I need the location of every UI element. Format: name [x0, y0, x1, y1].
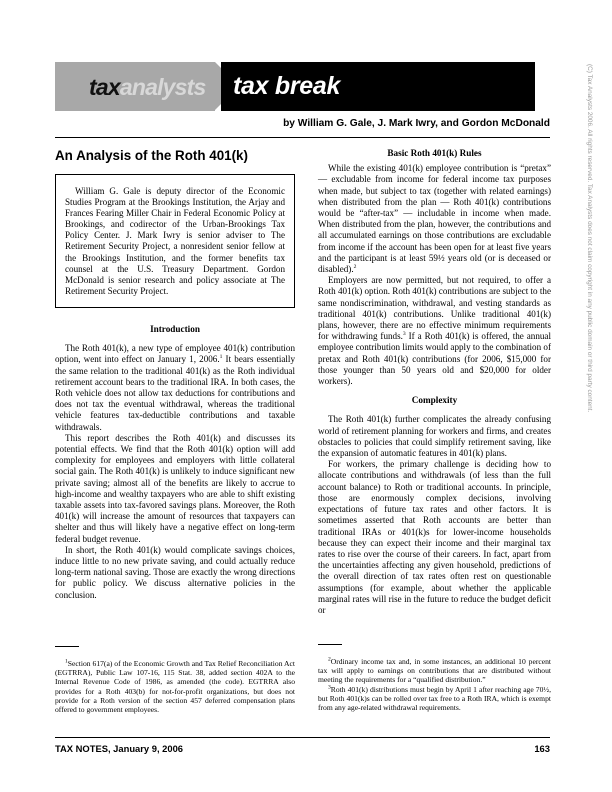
right-column: [318, 148, 551, 616]
byline: by William G. Gale, J. Mark Iwry, and Gordon McDonald: [283, 118, 550, 129]
footnote-1: $^1$Section 617(a) of the Economic Growth and Tax Relief Reconciliation Act (EGTRRA), Public Law 107-16, 115 Stat. 38, added section 402A to the Internal Revenue Code of 1986, as amended (the code). EGTRRA also provides for a Roth 403(b) for not-for-profit organizations, but does not provide for a Roth version of the section 457 deferred compensation plans offered to government employees.: [55, 658, 295, 715]
logo-tax: tax: [89, 74, 120, 100]
footnote-ref-3: 3: [402, 331, 406, 338]
copyright-notice: [582, 64, 596, 684]
footnote-3: $^3$Roth 401(k) distributions must begin by April 1 after reaching age 70½, but Roth 401(k)s can be rolled over tax free to a Roth IRA, which is exempt from any age-related withdrawal requirements.: [318, 684, 551, 713]
complexity-paragraph-1: The Roth 401(k) further complicates the already confusing world of retirement planning for workers and firms, and creates obstacles to policies that could simplify retirement saving, like the expansion of automatic features in 401(k) plans.: [318, 414, 551, 459]
footnote-rule: [55, 646, 79, 647]
intro-paragraph-2: This report describes the Roth 401(k) and discusses its potential effects. We find that the Roth 401(k) option will add complexity for employees and employers with little collateral social gain. The Roth 401(k) is unlikely to induce significant new private saving; almost all of the benefits are likely to accrue to high-income and wealthy taxpayers who are able to shift existing taxable assets into tax-favored savings plans. Moreover, the Roth 401(k) will increase the amount of resources that taxpayers can shelter and thus will likely have a negative effect on long-term federal budget revenue.: [55, 432, 295, 544]
rules-heading: Basic Roth 401(k) Rules: [387, 148, 482, 158]
footnotes-left: [55, 638, 295, 714]
top-rule: [55, 137, 550, 138]
bottom-rule: [55, 737, 550, 738]
left-column: [55, 148, 295, 601]
logo-analysts: analysts: [119, 74, 206, 100]
complexity-paragraph-2: For workers, the primary challenge is deciding how to allocate contributions and withdrawals (of less than the full account balance) to Roth or traditional accounts. In principle, those are enormously complex decisions, involving expectations of future tax rates and other factors. It is sometimes asserted that Roth accounts are better than traditional IRAs or 401(k)s for lower-income households because they can expect their income and their marginal tax rates to rise over the course of their careers. In fact, apart from the uncertainties affecting any given household, predictions of the overall direction of tax rates often rest on questionable assumptions (for example, about whether the applicable marginal rates will rise in the future to reduce the budget deficit or: [318, 459, 551, 615]
article-title: An Analysis of the Roth 401(k): [55, 148, 248, 163]
rules-paragraph-1: While the existing 401(k) employee contribution is “pretax” — excludable from income for federal income tax purposes when made, but subject to tax (together with related earnings) when distributed from the plan — Roth 401(k) contributions would be “after-tax” — includable in income when made. When distributed from the plan, however, the contributions and all accumulated earnings on those contributions are excludable from income if the account has been open for at least five years and the participant is at least 59½ years old (or is deceased or disabled).$^2$: [318, 163, 551, 275]
author-bio: William G. Gale is deputy director of the Economic Studies Program at the Brookings Institution, the Arjay and Frances Fearing Miller Chair in Federal Economic Policy at Brookings, and codirector of the Urban-Brookings Tax Policy Center. J. Mark Iwry is senior adviser to The Retirement Security Project, a nonresident senior fellow at the Brookings Institution, and the former benefits tax counsel at the U.S. Treasury Department. Gordon McDonald is senior research and policy associate at The Retirement Security Project.: [65, 186, 285, 296]
tax-analysts-logo: [89, 72, 206, 102]
footnote-rule: [318, 644, 342, 645]
footnotes-right: [318, 636, 551, 712]
journal-citation: TAX NOTES, January 9, 2006: [55, 743, 184, 754]
page-number: 163: [534, 743, 550, 754]
footnote-ref-2: 2: [353, 264, 357, 270]
intro-heading: Introduction: [150, 323, 200, 334]
section-title: tax break: [233, 72, 341, 100]
footnote-2: $^2$Ordinary income tax and, in some instances, an additional 10 percent tax will apply to earnings on contributions that are distributed without meeting the requirements for a “qualified distribution.”: [318, 656, 551, 685]
author-bio-box: [55, 174, 295, 308]
intro-paragraph-3: In short, the Roth 401(k) would complicate savings choices, induce little to no new private saving, and could actually reduce long-term national saving. Those are exactly the wrong directions for public policy. We discuss alternative policies in the conclusion.: [55, 544, 295, 600]
footnote-ref-1: 1: [219, 354, 223, 361]
copyright-text: (C) Tax Analysts 2006. All rights reserved. Tax Analysts does not claim copyright in any public domain or third party content.: [586, 64, 593, 413]
complexity-heading: Complexity: [411, 395, 458, 406]
rules-paragraph-2: Employers are now permitted, but not required, to offer a Roth 401(k) option. Roth 401(k) contributions are subject to the same nondiscrimination, withdrawal, and vesting standards as traditional 401(k) contributions. Unlike traditional 401(k) plans, however, there are no effective minimum requirements for withdrawing funds.$^3$ If a Roth 401(k) is offered, the annual employee contribution limits would apply to the combination of pretax and Roth 401(k) contributions (for 2006, $15,000 for those younger than 50 years old and $20,000 for older workers).: [318, 275, 551, 387]
intro-paragraph-1: The Roth 401(k), a new type of employee 401(k) contribution option, went into effect on January 1, 2006.$^1$ It bears essentially the same relation to the traditional 401(k) as the Roth individual retirement account bears to the traditional IRA. In both cases, the Roth vehicle does not allow tax deductions for contributions and does not tax the eventual withdrawal, whereas the traditional vehicle features tax-deductible contributions and taxable withdrawals.: [55, 343, 295, 432]
header-banner: [55, 62, 535, 111]
